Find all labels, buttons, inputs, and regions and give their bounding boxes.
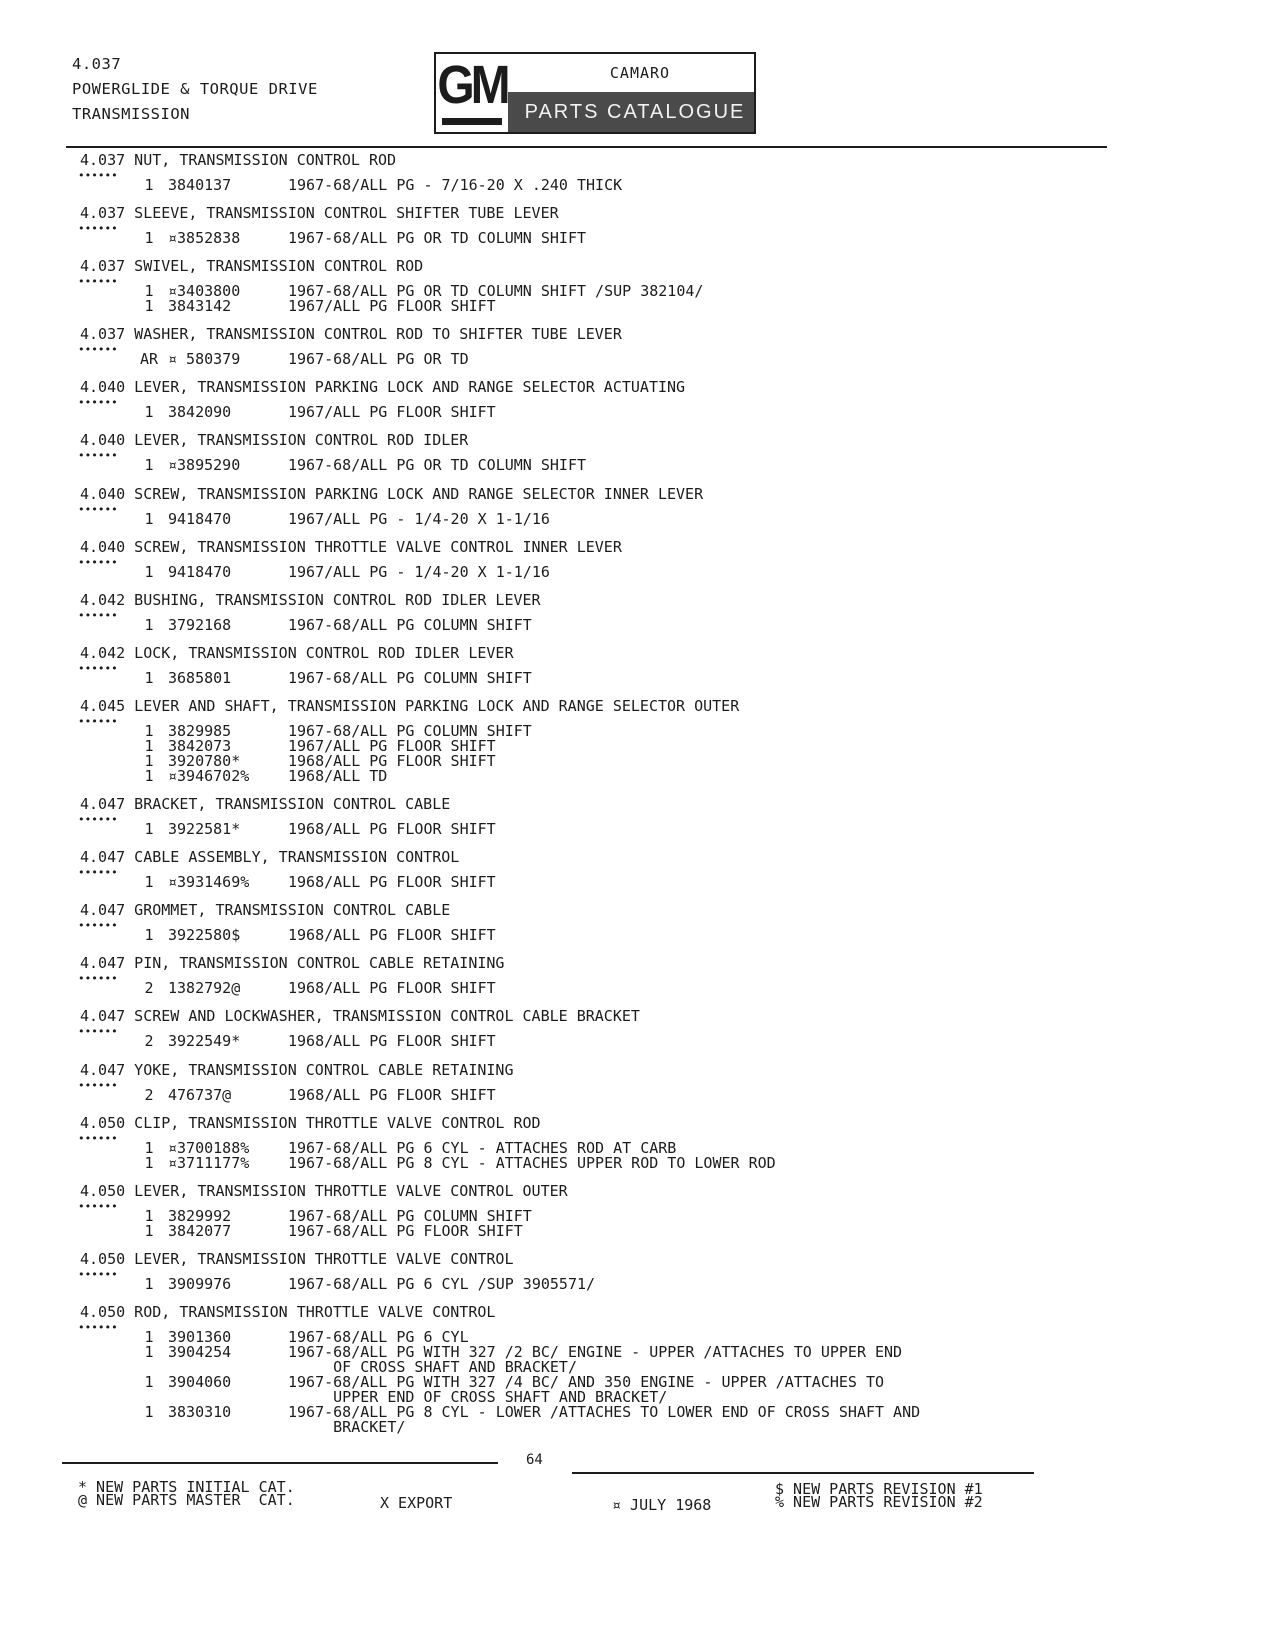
part-row bbox=[60, 352, 1150, 367]
part-number: ¤3852838 bbox=[168, 229, 241, 248]
dot-leader: •••••• bbox=[78, 449, 118, 463]
part-usage-description: 1967-68/ALL PG OR TD COLUMN SHIFT bbox=[288, 456, 587, 475]
part-row bbox=[60, 615, 1150, 634]
dot-leader: •••••• bbox=[78, 1199, 118, 1213]
part-usage-description: 1968/ALL PG FLOOR SHIFT bbox=[288, 873, 496, 892]
part-number: ¤3931469% bbox=[168, 873, 250, 892]
part-entry-title: 4.042 BUSHING, TRANSMISSION CONTROL ROD IDLER LEVER bbox=[80, 590, 541, 609]
part-quantity: 1 bbox=[144, 1138, 154, 1157]
part-entry-title: 4.050 LEVER, TRANSMISSION THROTTLE VALVE CONTROL OUTER bbox=[80, 1181, 568, 1200]
part-entry bbox=[60, 794, 1150, 837]
part-quantity: 1 bbox=[144, 615, 154, 634]
part-usage-description: 1967-68/ALL PG COLUMN SHIFT bbox=[288, 1206, 532, 1225]
part-row bbox=[60, 928, 1150, 943]
part-usage-description: 1967-68/ALL PG FLOOR SHIFT bbox=[288, 1221, 523, 1240]
part-row bbox=[60, 1274, 1150, 1293]
part-usage-description: 1967-68/ALL PG COLUMN SHIFT bbox=[288, 615, 532, 634]
page-header bbox=[72, 52, 318, 127]
dot-leader: •••••• bbox=[78, 275, 118, 289]
part-quantity: 1 bbox=[144, 1327, 154, 1346]
dot-leader: •••••• bbox=[78, 1267, 118, 1281]
part-row bbox=[60, 1417, 1150, 1436]
part-entry bbox=[60, 953, 1150, 996]
part-entry bbox=[60, 377, 1150, 420]
legend-revision-2: % NEW PARTS REVISION #2 bbox=[775, 1493, 983, 1511]
part-quantity: 2 bbox=[144, 979, 154, 998]
header-divider bbox=[66, 146, 1107, 148]
part-usage-description: 1967-68/ALL PG WITH 327 /4 BC/ AND 350 ENGINE - UPPER /ATTACHES TO bbox=[288, 1372, 885, 1391]
part-entry-title: 4.037 SWIVEL, TRANSMISSION CONTROL ROD bbox=[80, 257, 424, 276]
parts-list bbox=[60, 150, 1150, 1445]
part-usage-description: 1968/ALL PG FLOOR SHIFT bbox=[288, 1085, 496, 1104]
part-row bbox=[60, 668, 1150, 687]
part-usage-description: 1967/ALL PG FLOOR SHIFT bbox=[288, 403, 496, 422]
part-row bbox=[60, 1085, 1150, 1104]
part-entry bbox=[60, 150, 1150, 193]
part-number: ¤3895290 bbox=[168, 456, 241, 475]
part-entry bbox=[60, 900, 1150, 943]
part-number: 3829992 bbox=[168, 1206, 232, 1225]
part-quantity: 1 bbox=[144, 509, 154, 528]
part-entry-title: 4.040 LEVER, TRANSMISSION PARKING LOCK AND RANGE SELECTOR ACTUATING bbox=[80, 378, 686, 397]
part-quantity: 2 bbox=[144, 1032, 154, 1051]
part-row bbox=[60, 458, 1150, 473]
dot-leader: •••••• bbox=[78, 555, 118, 569]
page-number: 64 bbox=[526, 1452, 543, 1468]
part-row bbox=[60, 509, 1150, 528]
part-entry bbox=[60, 324, 1150, 367]
part-quantity: 2 bbox=[144, 1085, 154, 1104]
part-entry-title: 4.050 ROD, TRANSMISSION THROTTLE VALVE CONTROL bbox=[80, 1302, 496, 1321]
legend-date: ¤ JULY 1968 bbox=[612, 1496, 712, 1514]
part-entry-title: 4.045 LEVER AND SHAFT, TRANSMISSION PARKING LOCK AND RANGE SELECTOR OUTER bbox=[80, 696, 740, 715]
part-entry-title: 4.042 LOCK, TRANSMISSION CONTROL ROD IDLER LEVER bbox=[80, 643, 514, 662]
part-entry bbox=[60, 847, 1150, 890]
legend-master-cat: @ NEW PARTS MASTER CAT. bbox=[78, 1491, 295, 1509]
part-entry bbox=[60, 256, 1150, 314]
part-number: ¤3711177% bbox=[168, 1153, 250, 1172]
part-entry-title: 4.040 LEVER, TRANSMISSION CONTROL ROD IDLER bbox=[80, 431, 469, 450]
part-usage-description: 1967/ALL PG FLOOR SHIFT bbox=[288, 736, 496, 755]
part-row bbox=[60, 562, 1150, 581]
part-number: 3922549* bbox=[168, 1032, 241, 1051]
section-number: 4.037 bbox=[72, 55, 122, 73]
part-usage-description: 1967-68/ALL PG 6 CYL - ATTACHES ROD AT CARB bbox=[288, 1138, 677, 1157]
footer-divider-left bbox=[62, 1462, 498, 1464]
catalogue-banner: PARTS CATALOGUE bbox=[508, 92, 754, 132]
part-row bbox=[60, 981, 1150, 996]
part-number: 3904254 bbox=[168, 1342, 232, 1361]
part-entry bbox=[60, 696, 1150, 784]
part-entry-title: 4.047 GROMMET, TRANSMISSION CONTROL CABLE bbox=[80, 901, 451, 920]
part-row bbox=[60, 1402, 1150, 1421]
part-quantity: 1 bbox=[144, 229, 154, 248]
part-usage-description: 1967-68/ALL PG 6 CYL bbox=[288, 1327, 469, 1346]
dot-leader: •••••• bbox=[78, 813, 118, 827]
part-row bbox=[60, 299, 1150, 314]
part-entry-title: 4.037 NUT, TRANSMISSION CONTROL ROD bbox=[80, 151, 397, 169]
dot-leader: •••••• bbox=[78, 1131, 118, 1145]
part-quantity: 1 bbox=[144, 1206, 154, 1225]
part-number: 3904060 bbox=[168, 1372, 232, 1391]
part-row bbox=[60, 1342, 1150, 1361]
part-number: ¤3700188% bbox=[168, 1138, 250, 1157]
part-quantity: 1 bbox=[144, 873, 154, 892]
part-number: 1382792@ bbox=[168, 979, 241, 998]
part-number: 9418470 bbox=[168, 562, 232, 581]
part-quantity: 1 bbox=[144, 736, 154, 755]
part-number: 9418470 bbox=[168, 509, 232, 528]
part-number: 3920780* bbox=[168, 751, 241, 770]
part-number: 476737@ bbox=[168, 1085, 232, 1104]
part-quantity: 1 bbox=[144, 721, 154, 740]
dot-leader: •••••• bbox=[78, 1078, 118, 1092]
part-row bbox=[60, 1153, 1150, 1172]
part-number: 3829985 bbox=[168, 721, 232, 740]
part-usage-description: OF CROSS SHAFT AND BRACKET/ bbox=[288, 1357, 577, 1376]
part-row bbox=[60, 875, 1150, 890]
part-number: 3842077 bbox=[168, 1221, 232, 1240]
dot-leader: •••••• bbox=[78, 608, 118, 622]
part-number: 3792168 bbox=[168, 615, 232, 634]
gm-logo-icon bbox=[436, 54, 508, 132]
footer-divider-right bbox=[572, 1472, 1034, 1474]
part-row bbox=[60, 231, 1150, 246]
legend-revision-1: $ NEW PARTS REVISION #1 bbox=[775, 1480, 983, 1498]
part-number: 3843142 bbox=[168, 297, 232, 316]
dot-leader: •••••• bbox=[78, 661, 118, 675]
legend-initial-cat: * NEW PARTS INITIAL CAT. bbox=[78, 1478, 295, 1496]
part-usage-description: 1967-68/ALL PG WITH 327 /2 BC/ ENGINE - UPPER /ATTACHES TO UPPER END bbox=[288, 1342, 903, 1361]
dot-leader: •••••• bbox=[78, 919, 118, 933]
part-entry-title: 4.047 SCREW AND LOCKWASHER, TRANSMISSION CONTROL CABLE BRACKET bbox=[80, 1007, 640, 1026]
part-entry-title: 4.040 SCREW, TRANSMISSION PARKING LOCK AND RANGE SELECTOR INNER LEVER bbox=[80, 484, 704, 503]
part-usage-description: 1968/ALL PG FLOOR SHIFT bbox=[288, 926, 496, 945]
part-number: 3685801 bbox=[168, 668, 232, 687]
part-quantity: 1 bbox=[144, 751, 154, 770]
gm-logo-letters: GM bbox=[437, 55, 507, 115]
part-entry-title: 4.037 WASHER, TRANSMISSION CONTROL ROD TO SHIFTER TUBE LEVER bbox=[80, 325, 622, 344]
part-usage-description: 1967-68/ALL PG COLUMN SHIFT bbox=[288, 721, 532, 740]
part-quantity: 1 bbox=[144, 1153, 154, 1172]
part-usage-description: 1967-68/ALL PG OR TD COLUMN SHIFT bbox=[288, 229, 587, 248]
part-quantity: 1 bbox=[144, 176, 154, 194]
part-entry bbox=[60, 1249, 1150, 1292]
part-entry bbox=[60, 1113, 1150, 1171]
part-entry-title: 4.050 LEVER, TRANSMISSION THROTTLE VALVE CONTROL bbox=[80, 1249, 514, 1268]
part-row bbox=[60, 766, 1150, 785]
part-entry bbox=[60, 590, 1150, 633]
part-entry-title: 4.047 PIN, TRANSMISSION CONTROL CABLE RETAINING bbox=[80, 954, 505, 973]
part-number: ¤ 580379 bbox=[168, 350, 241, 369]
part-number: ¤3946702% bbox=[168, 766, 250, 785]
part-number: 3901360 bbox=[168, 1327, 232, 1346]
part-usage-description: 1967/ALL PG - 1/4-20 X 1-1/16 bbox=[288, 562, 550, 581]
gm-logo-underline bbox=[442, 118, 502, 125]
part-usage-description: 1968/ALL PG FLOOR SHIFT bbox=[288, 820, 496, 839]
part-row bbox=[60, 822, 1150, 837]
model-name: CAMARO bbox=[609, 64, 671, 82]
part-quantity: 1 bbox=[144, 1402, 154, 1421]
part-quantity: 1 bbox=[144, 282, 154, 301]
dot-leader: •••••• bbox=[78, 866, 118, 880]
part-quantity: 1 bbox=[144, 1221, 154, 1240]
part-quantity: 1 bbox=[144, 456, 154, 475]
part-row bbox=[60, 1034, 1150, 1049]
part-entry bbox=[60, 1006, 1150, 1049]
part-usage-description: 1967/ALL PG FLOOR SHIFT bbox=[288, 297, 496, 316]
part-quantity: 1 bbox=[144, 562, 154, 581]
part-quantity: 1 bbox=[144, 403, 154, 422]
part-entry bbox=[60, 643, 1150, 686]
part-number: 3922580$ bbox=[168, 926, 241, 945]
part-usage-description: 1967-68/ALL PG - 7/16-20 X .240 THICK bbox=[288, 176, 623, 194]
part-number: ¤3403800 bbox=[168, 282, 241, 301]
part-row bbox=[60, 405, 1150, 420]
part-entry bbox=[60, 537, 1150, 580]
part-usage-description: 1967-68/ALL PG COLUMN SHIFT bbox=[288, 668, 532, 687]
part-number: 3922581* bbox=[168, 820, 241, 839]
part-usage-description: 1967/ALL PG - 1/4-20 X 1-1/16 bbox=[288, 509, 550, 528]
part-number: 3842073 bbox=[168, 736, 232, 755]
part-number: 3909976 bbox=[168, 1274, 232, 1293]
part-usage-description: 1968/ALL PG FLOOR SHIFT bbox=[288, 751, 496, 770]
dot-leader: •••••• bbox=[78, 169, 118, 182]
part-entry-title: 4.047 CABLE ASSEMBLY, TRANSMISSION CONTROL bbox=[80, 848, 460, 867]
part-usage-description: 1968/ALL TD bbox=[288, 766, 388, 785]
part-usage-description: UPPER END OF CROSS SHAFT AND BRACKET/ bbox=[288, 1387, 668, 1406]
part-number: 3840137 bbox=[168, 176, 232, 194]
part-quantity: AR bbox=[139, 350, 159, 369]
part-usage-description: 1968/ALL PG FLOOR SHIFT bbox=[288, 1032, 496, 1051]
part-entry-title: 4.040 SCREW, TRANSMISSION THROTTLE VALVE CONTROL INNER LEVER bbox=[80, 537, 622, 556]
part-entry-title: 4.047 YOKE, TRANSMISSION CONTROL CABLE RETAINING bbox=[80, 1060, 514, 1079]
dot-leader: •••••• bbox=[78, 972, 118, 986]
part-usage-description: 1967-68/ALL PG OR TD COLUMN SHIFT /SUP 382104/ bbox=[288, 282, 704, 301]
gm-parts-catalogue-logo bbox=[434, 52, 756, 134]
part-usage-description: 1967-68/ALL PG 8 CYL - LOWER /ATTACHES TO LOWER END OF CROSS SHAFT AND bbox=[288, 1402, 921, 1421]
part-usage-description: 1967-68/ALL PG OR TD bbox=[288, 350, 469, 369]
dot-leader: •••••• bbox=[78, 1025, 118, 1039]
part-entry-title: 4.047 BRACKET, TRANSMISSION CONTROL CABLE bbox=[80, 795, 451, 814]
part-number: 3842090 bbox=[168, 403, 232, 422]
part-usage-description: 1968/ALL PG FLOOR SHIFT bbox=[288, 979, 496, 998]
part-row bbox=[60, 178, 1150, 193]
part-entry bbox=[60, 1181, 1150, 1239]
dot-leader: •••••• bbox=[78, 222, 118, 236]
part-usage-description: 1967-68/ALL PG 6 CYL /SUP 3905571/ bbox=[288, 1274, 596, 1293]
part-entry-title: 4.050 CLIP, TRANSMISSION THROTTLE VALVE CONTROL ROD bbox=[80, 1113, 541, 1132]
header-title-line1: POWERGLIDE & TORQUE DRIVE bbox=[72, 80, 318, 98]
dot-leader: •••••• bbox=[78, 1320, 118, 1334]
part-entry bbox=[60, 1060, 1150, 1103]
dot-leader: •••••• bbox=[78, 502, 118, 516]
header-title-line2: TRANSMISSION bbox=[72, 105, 190, 123]
part-quantity: 1 bbox=[144, 1372, 154, 1391]
dot-leader: •••••• bbox=[78, 343, 118, 357]
part-entry bbox=[60, 1302, 1150, 1435]
dot-leader: •••••• bbox=[78, 396, 118, 410]
part-usage-description: 1967-68/ALL PG 8 CYL - ATTACHES UPPER ROD TO LOWER ROD bbox=[288, 1153, 776, 1172]
part-entry bbox=[60, 484, 1150, 527]
part-quantity: 1 bbox=[144, 766, 154, 785]
part-entry-title: 4.037 SLEEVE, TRANSMISSION CONTROL SHIFTER TUBE LEVER bbox=[80, 204, 559, 223]
part-entry bbox=[60, 203, 1150, 246]
part-usage-description: BRACKET/ bbox=[288, 1417, 406, 1436]
legend-export: X EXPORT bbox=[380, 1494, 453, 1512]
part-quantity: 1 bbox=[144, 1274, 154, 1293]
part-quantity: 1 bbox=[144, 297, 154, 316]
dot-leader: •••••• bbox=[78, 714, 118, 728]
part-quantity: 1 bbox=[144, 668, 154, 687]
part-quantity: 1 bbox=[144, 1342, 154, 1361]
part-number: 3830310 bbox=[168, 1402, 232, 1421]
part-entry bbox=[60, 430, 1150, 473]
part-quantity: 1 bbox=[144, 820, 154, 839]
part-quantity: 1 bbox=[144, 926, 154, 945]
part-row bbox=[60, 1221, 1150, 1240]
